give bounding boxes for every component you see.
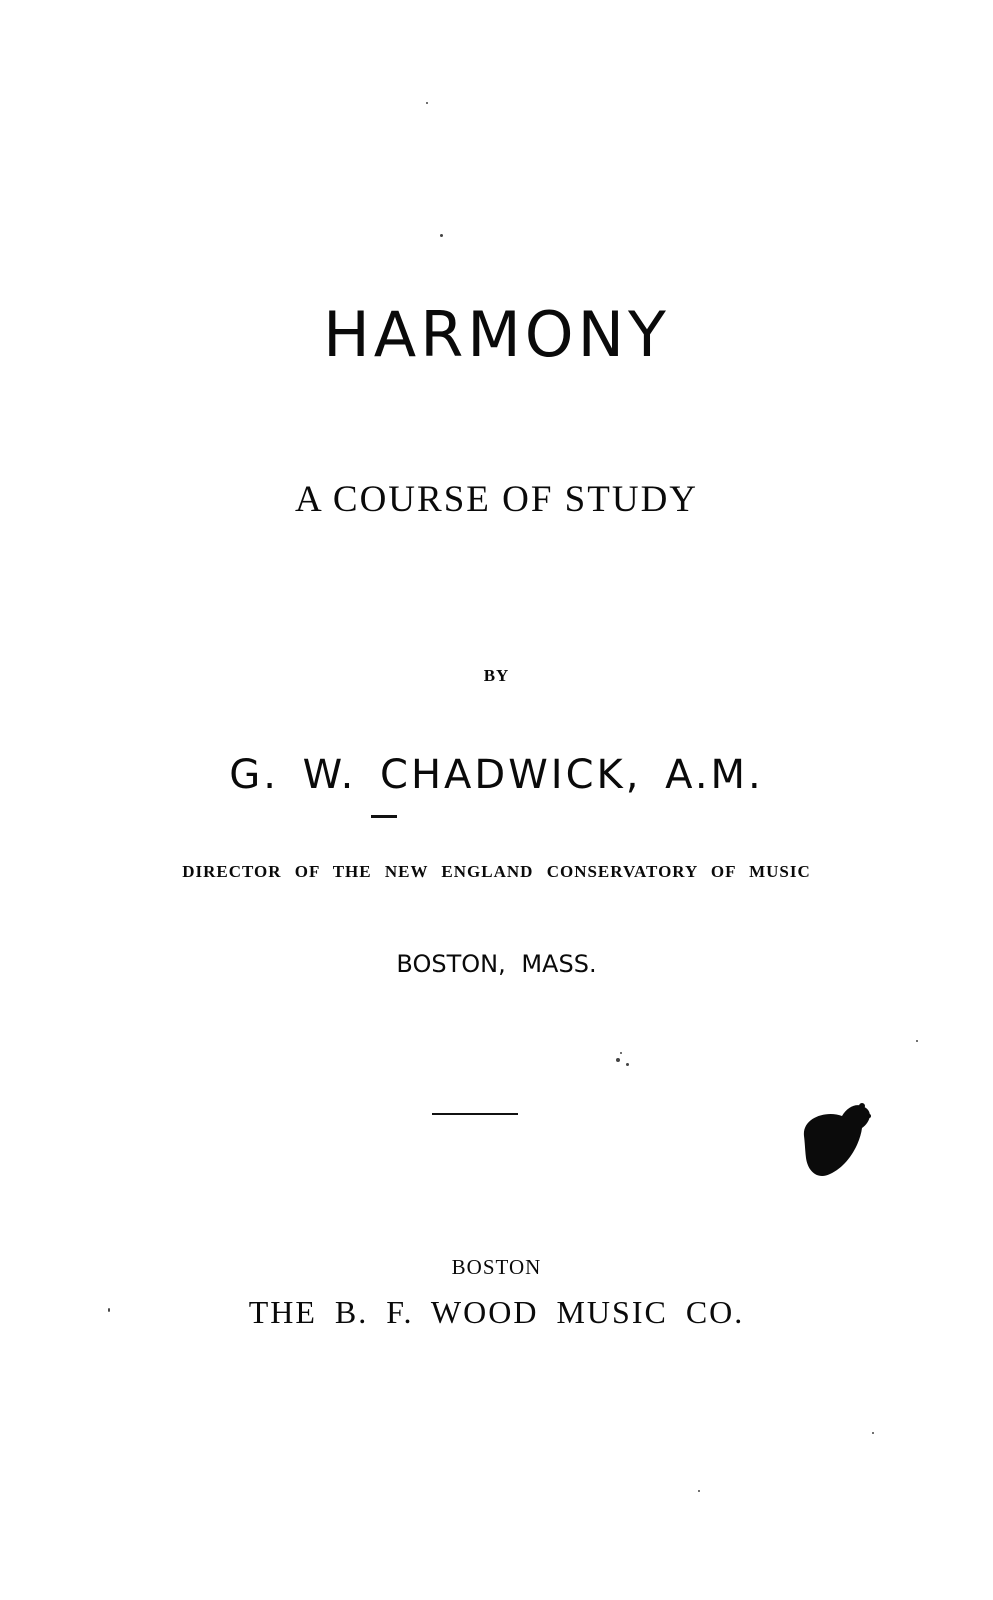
scan-speck [426,102,428,104]
author-name: G. W. CHADWICK, A.M. [229,752,764,798]
author-underline-mark [371,815,397,818]
book-subtitle: A COURSE OF STUDY [294,479,699,520]
scan-speck [440,234,443,237]
author-position: DIRECTOR OF THE NEW ENGLAND CONSERVATORY OF MUSIC [182,862,811,881]
scan-speck [620,1052,622,1054]
scan-speck [916,1040,918,1042]
publisher-name: THE B. F. WOOD MUSIC CO. [248,1294,745,1330]
scan-speck [872,1432,874,1434]
book-title: HARMONY [323,298,670,371]
scan-speck [698,1490,700,1492]
divider-rule [432,1113,518,1115]
by-line: BY [483,666,510,685]
ink-blot [796,1096,876,1182]
publisher-city: BOSTON [451,1255,542,1279]
scan-speck [616,1058,620,1062]
scan-speck [626,1063,629,1066]
author-location: BOSTON, MASS. [396,950,597,978]
